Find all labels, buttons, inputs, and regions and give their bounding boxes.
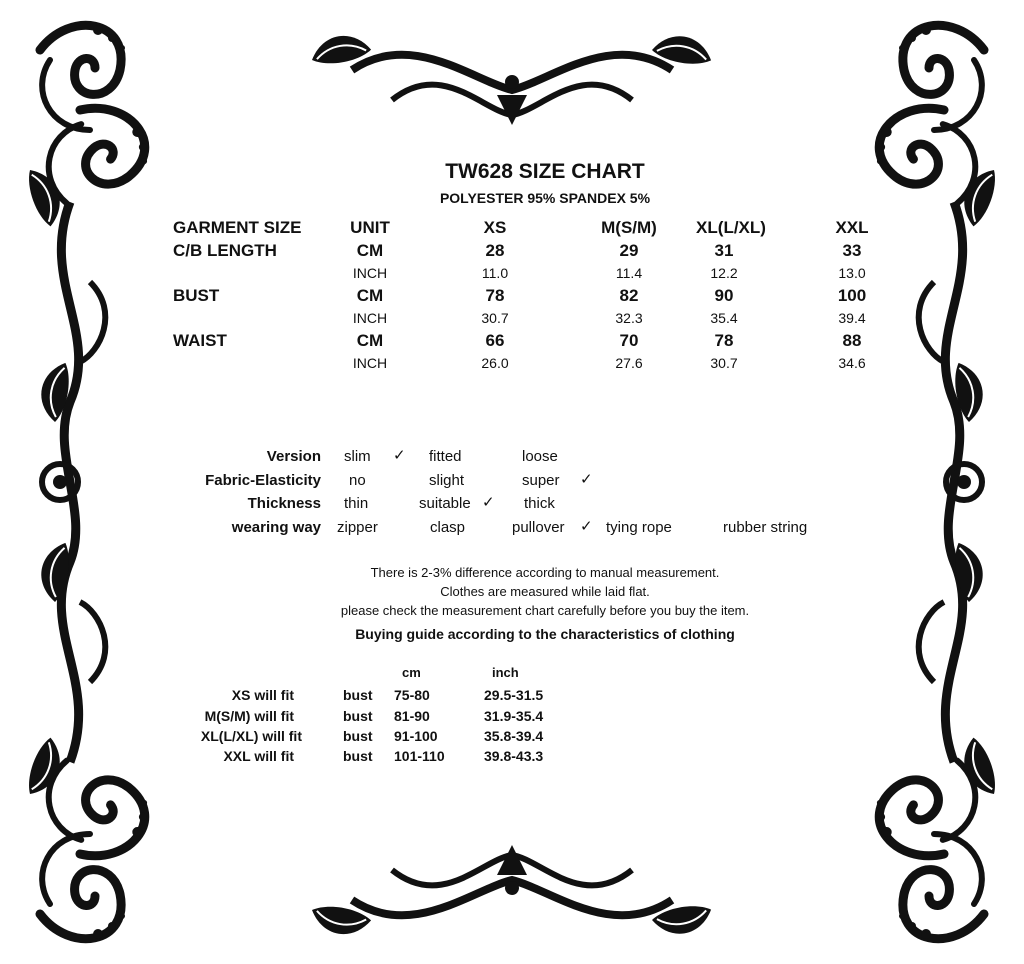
header-size-m: M(S/M): [601, 218, 657, 237]
table-cell: 90: [714, 286, 734, 305]
table-cell: 31: [714, 241, 734, 260]
material-composition: POLYESTER 95% SPANDEX 5%: [439, 190, 651, 206]
unit-inch: INCH: [352, 355, 388, 371]
option-thin: thin: [344, 495, 369, 512]
option-thick: thick: [524, 495, 555, 512]
option-pullover: pullover: [512, 519, 565, 536]
header-size-xs: XS: [483, 218, 507, 237]
guide-cm: 91-100: [394, 728, 438, 744]
guide-header-inch: inch: [492, 665, 519, 680]
table-cell: 66: [485, 331, 505, 350]
table-cell: 30.7: [710, 355, 738, 371]
row-label-waist: WAIST: [173, 331, 227, 350]
table-cell: 78: [714, 331, 734, 350]
guide-cm: 75-80: [394, 687, 430, 703]
attr-label-fabric-elasticity: Fabric-Elasticity: [205, 472, 321, 489]
guide-cm: 81-90: [394, 708, 430, 724]
buying-guide-title: Buying guide according to the characteristics of clothing: [355, 626, 735, 642]
table-cell: 32.3: [615, 310, 643, 326]
table-cell: 27.6: [615, 355, 643, 371]
header-garment-size: GARMENT SIZE: [173, 218, 302, 237]
header-size-xxl: XXL: [835, 218, 869, 237]
option-slim: slim: [344, 448, 371, 465]
check-icon: ✓: [482, 494, 495, 511]
table-cell: 12.2: [710, 265, 738, 281]
table-cell: 39.4: [838, 310, 866, 326]
check-icon: ✓: [580, 471, 593, 488]
option-zipper: zipper: [337, 519, 378, 536]
guide-header-cm: cm: [402, 665, 421, 680]
option-rubber-string: rubber string: [723, 519, 808, 536]
header-size-xl: XL(L/XL): [696, 218, 766, 237]
note-line: There is 2-3% difference according to manual measurement.: [370, 565, 720, 580]
option-suitable: suitable: [419, 495, 471, 512]
unit-inch: INCH: [352, 310, 388, 326]
note-line: please check the measurement chart carefully before you buy the item.: [340, 603, 750, 618]
guide-part: bust: [343, 748, 373, 764]
row-label-cb-length: C/B LENGTH: [173, 241, 277, 260]
unit-inch: INCH: [352, 265, 388, 281]
row-label-bust: BUST: [173, 286, 220, 305]
table-cell: 28: [485, 241, 505, 260]
table-cell: 26.0: [481, 355, 509, 371]
table-cell: 70: [619, 331, 639, 350]
attr-label-wearing-way: wearing way: [231, 519, 321, 536]
table-cell: 82: [619, 286, 639, 305]
header-unit: UNIT: [350, 218, 390, 237]
guide-inch: 31.9-35.4: [484, 708, 544, 724]
guide-row-label: XL(L/XL) will fit: [200, 728, 302, 744]
guide-inch: 35.8-39.4: [484, 728, 544, 744]
option-super: super: [522, 472, 560, 489]
guide-part: bust: [343, 708, 373, 724]
guide-cm: 101-110: [394, 748, 445, 764]
option-no: no: [349, 472, 366, 489]
table-cell: 11.4: [615, 265, 643, 281]
check-icon: ✓: [580, 518, 593, 535]
table-cell: 35.4: [710, 310, 738, 326]
option-slight: slight: [429, 472, 465, 489]
option-clasp: clasp: [430, 519, 466, 536]
guide-row-label: XS will fit: [231, 687, 294, 703]
chart-title: TW628 SIZE CHART: [445, 160, 645, 183]
table-cell: 34.6: [838, 355, 866, 371]
guide-inch: 39.8-43.3: [484, 748, 544, 764]
table-cell: 29: [619, 241, 639, 260]
check-icon: ✓: [393, 447, 406, 464]
option-fitted: fitted: [429, 448, 462, 465]
guide-part: bust: [343, 728, 373, 744]
table-cell: 30.7: [481, 310, 509, 326]
unit-cm: CM: [356, 241, 384, 260]
unit-cm: CM: [356, 286, 384, 305]
table-cell: 13.0: [838, 265, 866, 281]
table-cell: 100: [837, 286, 867, 305]
note-line: Clothes are measured while laid flat.: [440, 584, 650, 599]
guide-row-label: XXL will fit: [223, 748, 294, 764]
table-cell: 33: [842, 241, 862, 260]
attr-label-version: Version: [266, 448, 321, 465]
guide-row-label: M(S/M) will fit: [204, 708, 294, 724]
table-cell: 88: [842, 331, 862, 350]
unit-cm: CM: [356, 331, 384, 350]
guide-inch: 29.5-31.5: [484, 687, 544, 703]
attr-label-thickness: Thickness: [247, 495, 321, 512]
table-cell: 11.0: [481, 265, 509, 281]
table-cell: 78: [485, 286, 505, 305]
option-tying-rope: tying rope: [606, 519, 672, 536]
guide-part: bust: [343, 687, 373, 703]
option-loose: loose: [522, 448, 558, 465]
